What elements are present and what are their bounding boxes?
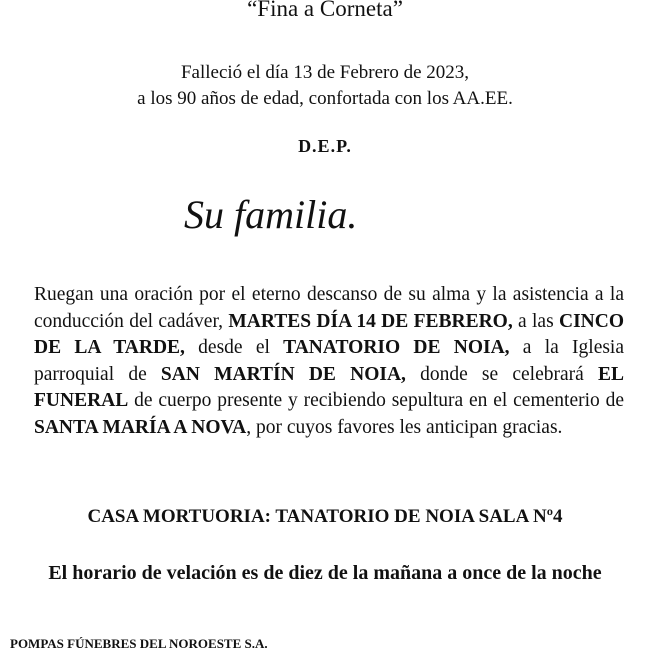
ceremony-date: MARTES DÍA 14 DE FEBRERO, <box>228 310 513 332</box>
body-text-5: donde se celebrará <box>405 363 598 385</box>
family-signature: Su familia. <box>184 192 358 237</box>
funeral-company: POMPAS FÚNEBRES DEL NOROESTE S.A. <box>10 636 268 651</box>
service-name: EL FUNERAL <box>34 363 624 411</box>
body-text-2: a las <box>512 310 559 332</box>
ceremony-time: CINCO DE LA TARDE, <box>34 310 624 358</box>
departure-place: TANATORIO DE NOIA, <box>283 337 510 358</box>
death-notice <box>0 60 650 112</box>
body-text-7: , por cuyos favores les anticipan gracias. <box>246 416 563 438</box>
body-text-1: Ruegan una oración por el eterno descanso de su alma y la asistencia a la conducción del cadáver, <box>34 284 624 332</box>
body-text-6: de cuerpo presente y recibiendo sepultura en el cementerio de <box>128 390 624 411</box>
church-name: SAN MARTÍN DE NOIA, <box>160 363 406 385</box>
visiting-hours: El horario de velación es de diez de la mañana a once de la noche <box>48 562 602 584</box>
deceased-nickname: “Fina a Corneta” <box>247 0 403 21</box>
cemetery-name: SANTA MARÍA A NOVA <box>34 416 247 438</box>
dep-abbreviation: D.E.P. <box>298 136 352 156</box>
ceremony-paragraph <box>34 282 624 441</box>
death-age-line: a los 90 años de edad, confortada con los AA.EE. <box>137 88 513 109</box>
death-date-line: Falleció el día 13 de Febrero de 2023, <box>180 62 470 83</box>
body-text-4: a la Iglesia parroquial de <box>34 337 625 385</box>
funeral-home-room: CASA MORTUORIA: TANATORIO DE NOIA SALA Nº4 <box>87 506 563 527</box>
body-text-3: desde el <box>184 337 284 358</box>
